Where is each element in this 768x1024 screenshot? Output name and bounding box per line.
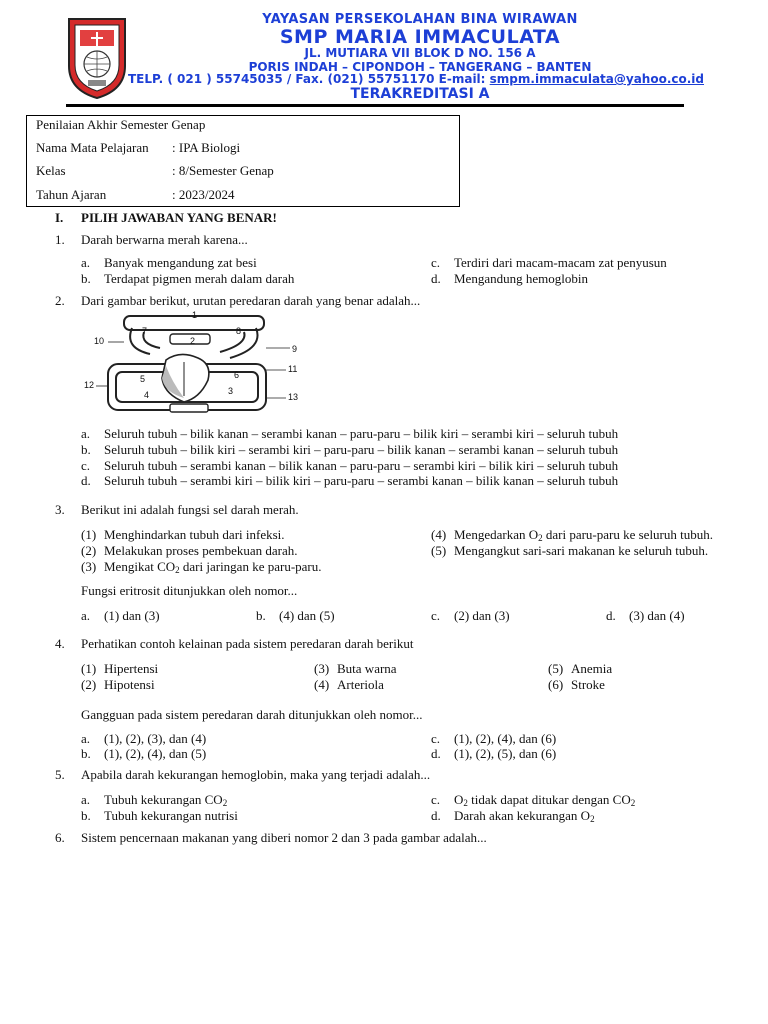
- q4-item-1-num: (1): [81, 661, 97, 676]
- school-logo: [66, 16, 128, 100]
- circulation-diagram: [80, 308, 310, 416]
- q1-option-d: Mengandung hemoglobin: [454, 271, 588, 286]
- q3-statement-2: Melakukan proses pembekuan darah.: [104, 543, 298, 558]
- q4-item-6: Stroke: [571, 677, 605, 692]
- q1-a-letter: a.: [81, 255, 91, 270]
- q5-number: 5.: [55, 767, 65, 782]
- header-rule: [66, 104, 684, 107]
- subject-value: : IPA Biologi: [172, 140, 241, 155]
- foundation-name: YAYASAN PERSEKOLAHAN BINA WIRAWAN: [262, 12, 578, 27]
- q2-d-letter: d.: [81, 473, 91, 488]
- class-value: : 8/Semester Genap: [172, 163, 274, 178]
- q2-option-a: Seluruh tubuh – bilik kanan – serambi kanan – paru-paru – bilik kiri – serambi kiri – seluruh tubuh: [104, 426, 619, 441]
- diagram-label-8: 8: [236, 326, 242, 336]
- q5-option-b: Tubuh kekurangan nutrisi: [104, 808, 238, 823]
- q3-statement-1: Menghindarkan tubuh dari infeksi.: [104, 527, 285, 542]
- school-area: PORIS INDAH – CIPONDOH – TANGERANG – BANTEN: [248, 60, 592, 74]
- q4-item-4: Arteriola: [337, 677, 384, 692]
- q4-c-letter: c.: [431, 731, 441, 746]
- q5-a-letter: a.: [81, 792, 91, 807]
- q4-item-6-num: (6): [548, 677, 564, 692]
- q3-statement-2-num: (2): [81, 543, 97, 558]
- q1-text: Darah berwarna merah karena...: [81, 232, 248, 247]
- year-label: Tahun Ajaran: [36, 187, 107, 202]
- q3-statement-1-num: (1): [81, 527, 97, 542]
- q3-text: Berikut ini adalah fungsi sel darah merah.: [81, 502, 299, 517]
- q1-b-letter: b.: [81, 271, 91, 286]
- q6-text: Sistem pencernaan makanan yang diberi nomor 2 dan 3 pada gambar adalah...: [81, 830, 487, 845]
- school-name: SMP MARIA IMMACULATA: [279, 26, 561, 48]
- q5-option-a: Tubuh kekurangan $CO_2$: [104, 792, 228, 808]
- q3-d-letter: d.: [606, 608, 616, 623]
- school-contact: [106, 72, 726, 86]
- diagram-label-4: 4: [144, 390, 150, 400]
- q3-number: 3.: [55, 502, 65, 517]
- q4-number: 4.: [55, 636, 65, 651]
- subject-label: Nama Mata Pelajaran: [36, 140, 149, 155]
- section-number: I.: [55, 210, 64, 225]
- q4-d-letter: d.: [431, 746, 441, 761]
- q4-item-1: Hipertensi: [104, 661, 159, 676]
- q2-option-c: Seluruh tubuh – serambi kanan – bilik kanan – paru-paru – serambi kiri – bilik kiri – seluruh tubuh: [104, 458, 619, 473]
- diagram-label-6: 6: [234, 370, 240, 380]
- exam-title: Penilaian Akhir Semester Genap: [36, 117, 206, 132]
- q3-option-a: (1) dan (3): [104, 608, 160, 623]
- diagram-label-1: 1: [192, 310, 198, 320]
- q2-option-b: Seluruh tubuh – bilik kiri – serambi kiri – paru-paru – bilik kanan – serambi kanan – seluruh tubuh: [104, 442, 619, 457]
- q5-option-c: $O_2$ tidak dapat ditukar dengan $CO_2$: [454, 792, 636, 808]
- q4-item-3-num: (3): [314, 661, 330, 676]
- q2-c-letter: c.: [81, 458, 91, 473]
- q4-option-b: (1), (2), (4), dan (5): [104, 746, 207, 761]
- phone-fax: TELP. ( 021 ) 55745035 / Fax. (021) 55751170 E-mail:: [127, 72, 490, 86]
- q3-statement-4-num: (4): [431, 527, 447, 542]
- year-value: : 2023/2024: [172, 187, 235, 202]
- diagram-label-3: 3: [228, 386, 234, 396]
- q5-c-letter: c.: [431, 792, 441, 807]
- q5-option-d: Darah akan kekurangan $O_2$: [454, 808, 595, 824]
- q4-option-a: (1), (2), (3), dan (4): [104, 731, 207, 746]
- q2-number: 2.: [55, 293, 65, 308]
- q3-c-letter: c.: [431, 608, 441, 623]
- q3-a-letter: a.: [81, 608, 91, 623]
- q5-b-letter: b.: [81, 808, 91, 823]
- diagram-label-5: 5: [140, 374, 146, 384]
- q3-prompt: Fungsi eritrosit ditunjukkan oleh nomor...: [81, 583, 298, 598]
- q4-item-4-num: (4): [314, 677, 330, 692]
- school-address: JL. MUTIARA VII BLOK D NO. 156 A: [304, 46, 536, 60]
- q1-number: 1.: [55, 232, 65, 247]
- q1-c-letter: c.: [431, 255, 441, 270]
- q3-statement-3-num: (3): [81, 559, 97, 574]
- q2-b-letter: b.: [81, 442, 91, 457]
- q6-number: 6.: [55, 830, 65, 845]
- q4-item-3: Buta warna: [337, 661, 397, 676]
- q1-option-a: Banyak mengandung zat besi: [104, 255, 257, 270]
- q4-option-c: (1), (2), (4), dan (6): [454, 731, 557, 746]
- diagram-label-13: 13: [288, 392, 299, 402]
- q3-b-letter: b.: [256, 608, 266, 623]
- diagram-label-10: 10: [94, 336, 105, 346]
- q3-statement-4: Mengedarkan $O_2$ dari paru-paru ke seluruh tubuh.: [454, 527, 713, 543]
- q4-text: Perhatikan contoh kelainan pada sistem peredaran darah berikut: [81, 636, 414, 651]
- q4-option-d: (1), (2), (5), dan (6): [454, 746, 557, 761]
- q3-option-d: (3) dan (4): [629, 608, 685, 623]
- section-title: PILIH JAWABAN YANG BENAR!: [81, 210, 277, 225]
- q3-statement-5-num: (5): [431, 543, 447, 558]
- q4-item-2: Hipotensi: [104, 677, 155, 692]
- q2-a-letter: a.: [81, 426, 91, 441]
- q2-option-d: Seluruh tubuh – serambi kiri – bilik kiri – paru-paru – serambi kanan – bilik kanan – seluruh tubuh: [104, 473, 619, 488]
- q4-a-letter: a.: [81, 731, 91, 746]
- diagram-label-11: 11: [288, 364, 298, 374]
- diagram-label-7: 7: [142, 326, 148, 336]
- q5-d-letter: d.: [431, 808, 441, 823]
- q1-d-letter: d.: [431, 271, 441, 286]
- q4-item-5-num: (5): [548, 661, 564, 676]
- q1-option-b: Terdapat pigmen merah dalam darah: [104, 271, 295, 286]
- q4-item-2-num: (2): [81, 677, 97, 692]
- diagram-label-9: 9: [292, 344, 298, 354]
- q3-option-c: (2) dan (3): [454, 608, 510, 623]
- q2-text: Dari gambar berikut, urutan peredaran darah yang benar adalah...: [81, 293, 421, 308]
- q4-item-5: Anemia: [571, 661, 613, 676]
- diagram-label-12: 12: [84, 380, 95, 390]
- q5-text: Apabila darah kekurangan hemoglobin, maka yang terjadi adalah...: [81, 767, 431, 782]
- email-link[interactable]: smpm.immaculata@yahoo.co.id: [489, 72, 705, 86]
- diagram-label-2: 2: [190, 336, 196, 346]
- q4-prompt: Gangguan pada sistem peredaran darah ditunjukkan oleh nomor...: [81, 707, 423, 722]
- class-label: Kelas: [36, 163, 66, 178]
- q4-b-letter: b.: [81, 746, 91, 761]
- accreditation: TERAKREDITASI A: [350, 86, 490, 102]
- q1-option-c: Terdiri dari macam-macam zat penyusun: [454, 255, 667, 270]
- q3-option-b: (4) dan (5): [279, 608, 335, 623]
- q3-statement-3: Mengikat $CO_2$ dari jaringan ke paru-paru.: [104, 559, 322, 575]
- q3-statement-5: Mengangkut sari-sari makanan ke seluruh tubuh.: [454, 543, 709, 558]
